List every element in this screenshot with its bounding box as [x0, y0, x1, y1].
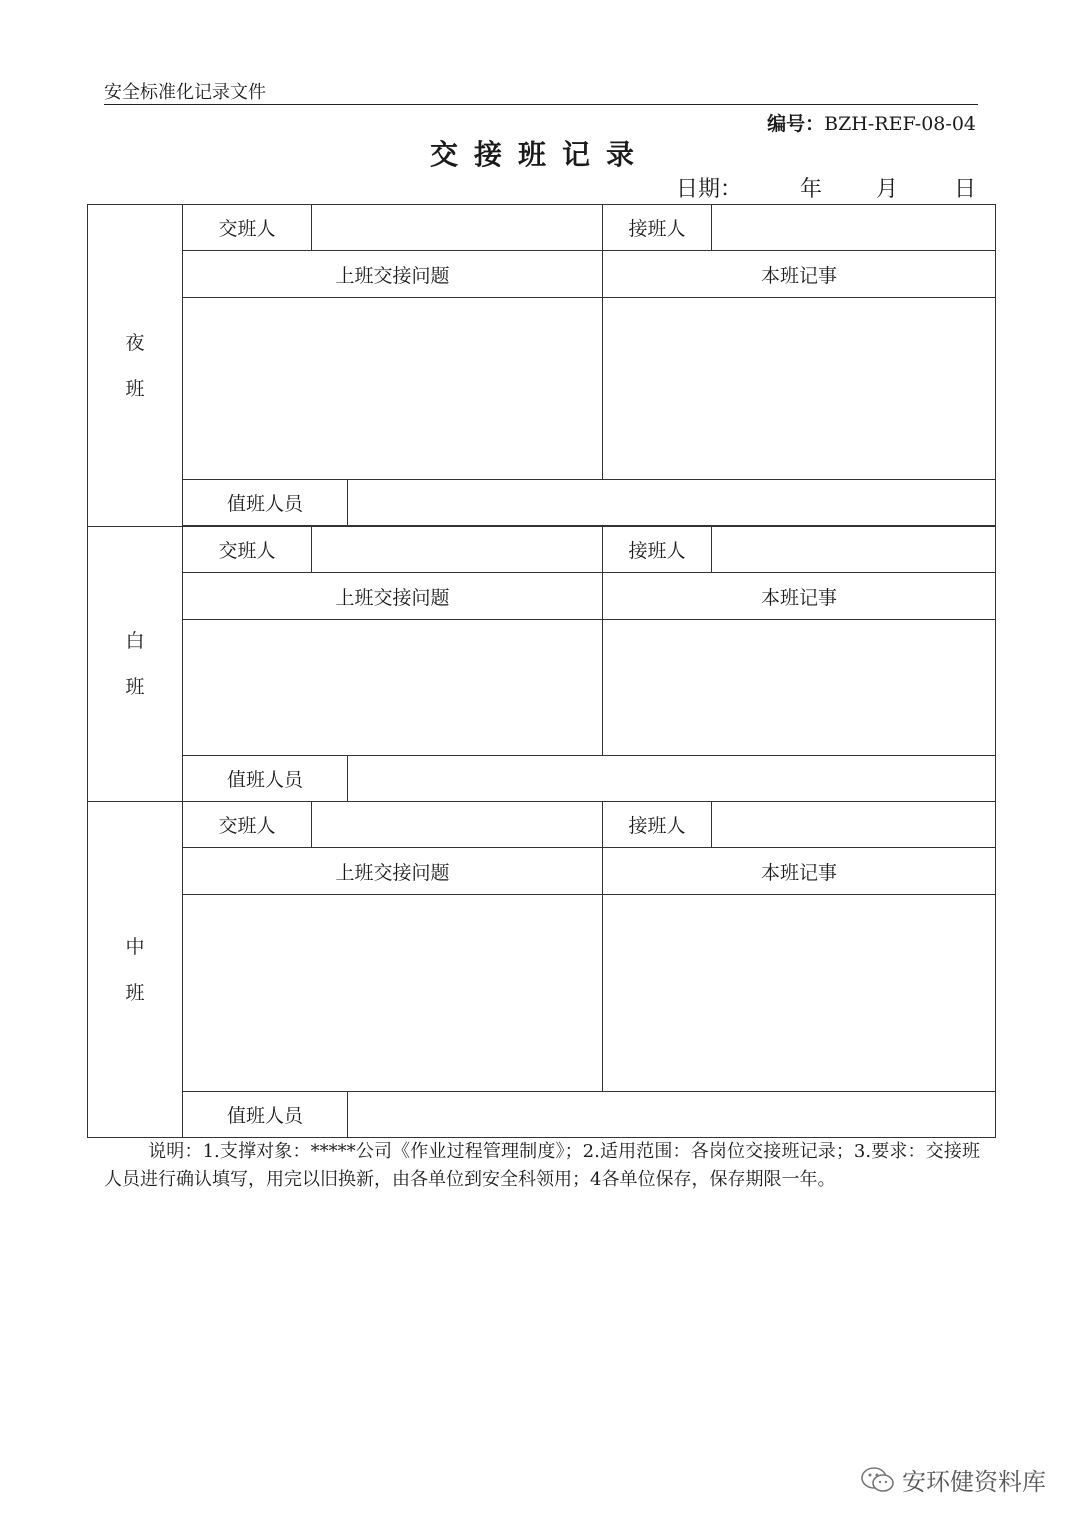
receiver-person-field[interactable] [712, 527, 996, 573]
handover-person-label: 交班人 [183, 527, 312, 573]
watermark-text: 安环健资料库 [902, 1468, 1046, 1496]
handover-person-field[interactable] [312, 205, 603, 251]
previous-issues-field[interactable] [183, 298, 603, 480]
duty-staff-label: 值班人员 [183, 1092, 348, 1138]
wechat-icon [860, 1466, 896, 1494]
shift-notes-header: 本班记事 [603, 573, 996, 620]
previous-issues-header: 上班交接问题 [183, 848, 603, 895]
header-divider [104, 104, 978, 105]
previous-issues-field[interactable] [183, 620, 603, 756]
date-month: 月 [876, 177, 899, 202]
shift-notes-field[interactable] [603, 620, 996, 756]
date-day: 日 [954, 177, 977, 202]
document-code-value: BZH-REF-08-04 [824, 113, 976, 135]
receiver-person-label: 接班人 [603, 802, 712, 848]
duty-staff-field[interactable] [348, 756, 996, 802]
explanation-note: 说明：1.支撑对象：*****公司《作业过程管理制度》；2.适用范围：各岗位交接班记录；3.要求：交接班人员进行确认填写，用完以旧换新，由各单位到安全科领用；4各单位保存，保存期限一年。 [104, 1141, 980, 1190]
duty-staff-field[interactable] [348, 1092, 996, 1138]
receiver-person-label: 接班人 [603, 205, 712, 251]
watermark [860, 1462, 1046, 1497]
previous-issues-field[interactable] [183, 895, 603, 1092]
duty-staff-label: 值班人员 [183, 756, 348, 802]
date-year: 年 [800, 177, 823, 202]
shift-middle-label: 中 班 [88, 802, 183, 1138]
shift-notes-field[interactable] [603, 895, 996, 1092]
handover-person-label: 交班人 [183, 205, 312, 251]
page-title: 交接班记录 [429, 138, 650, 171]
previous-issues-header: 上班交接问题 [183, 573, 603, 620]
duty-staff-field[interactable] [348, 480, 996, 526]
shift-notes-header: 本班记事 [603, 848, 996, 895]
document-code [767, 109, 976, 136]
previous-issues-header: 上班交接问题 [183, 251, 603, 298]
date-label: 日期： [676, 177, 743, 202]
receiver-person-label: 接班人 [603, 527, 712, 573]
document-category: 安全标准化记录文件 [104, 82, 266, 103]
receiver-person-field[interactable] [712, 802, 996, 848]
document-code-label: 编号： [767, 113, 825, 135]
shift-day-label: 白 班 [88, 527, 183, 802]
shift-notes-header: 本班记事 [603, 251, 996, 298]
handover-table [87, 204, 996, 1138]
duty-staff-label: 值班人员 [183, 480, 348, 526]
handover-person-label: 交班人 [183, 802, 312, 848]
shift-notes-field[interactable] [603, 298, 996, 480]
shift-night-label: 夜 班 [88, 205, 183, 527]
receiver-person-field[interactable] [712, 205, 996, 251]
handover-person-field[interactable] [312, 802, 603, 848]
handover-person-field[interactable] [312, 527, 603, 573]
